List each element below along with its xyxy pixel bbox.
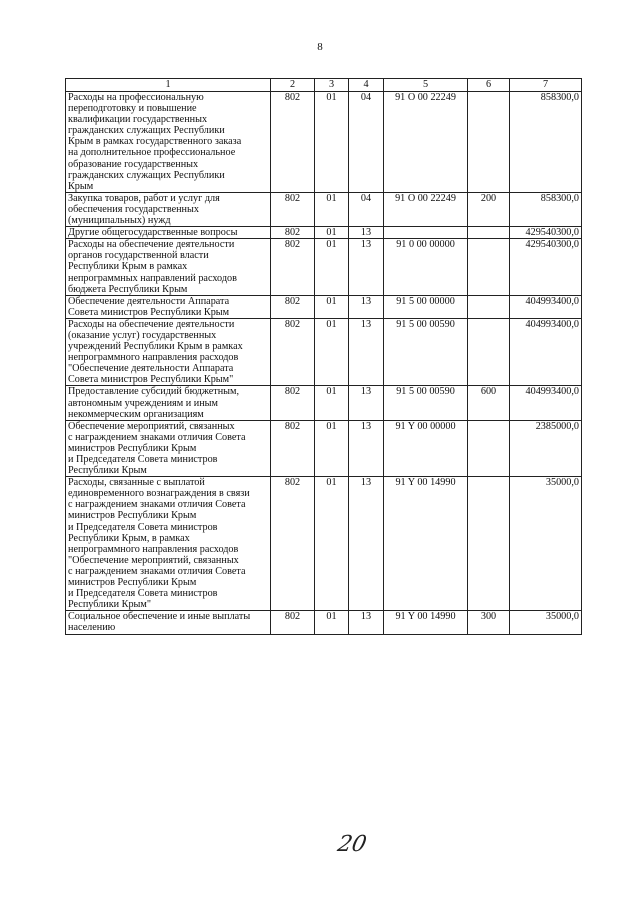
row-code-6: 600 bbox=[468, 386, 510, 420]
row-code-4: 13 bbox=[349, 386, 384, 420]
handwritten-signature: 20 bbox=[335, 832, 369, 857]
row-amount: 404993400,0 bbox=[510, 386, 582, 420]
row-name: Расходы на обеспечение деятельности органов государственной власти Республики Крым в рамках непрограммных направлений расходов бюджета Республики Крым bbox=[66, 239, 271, 295]
row-code-3: 01 bbox=[315, 611, 349, 634]
col-header-5: 5 bbox=[384, 79, 468, 92]
page-number: 8 bbox=[317, 41, 323, 53]
col-header-6: 6 bbox=[468, 79, 510, 92]
row-amount: 35000,0 bbox=[510, 611, 582, 634]
table-row bbox=[66, 477, 582, 611]
row-code-3: 01 bbox=[315, 192, 349, 226]
row-code-5: 91 5 00 00590 bbox=[384, 318, 468, 386]
col-header-7: 7 bbox=[510, 79, 582, 92]
row-name: Обеспечение деятельности Аппарата Совета министров Республики Крым bbox=[66, 295, 271, 318]
row-code-2: 802 bbox=[271, 318, 315, 386]
row-amount: 404993400,0 bbox=[510, 318, 582, 386]
row-code-6: 300 bbox=[468, 611, 510, 634]
row-code-2: 802 bbox=[271, 477, 315, 611]
table-header-row bbox=[66, 79, 582, 92]
row-code-3: 01 bbox=[315, 386, 349, 420]
row-code-5: 91 О 00 22249 bbox=[384, 192, 468, 226]
row-code-5: 91 Y 00 14990 bbox=[384, 611, 468, 634]
row-amount: 35000,0 bbox=[510, 477, 582, 611]
row-code-3: 01 bbox=[315, 295, 349, 318]
table-row bbox=[66, 227, 582, 239]
row-code-5: 91 5 00 00590 bbox=[384, 386, 468, 420]
row-code-2: 802 bbox=[271, 227, 315, 239]
row-code-6 bbox=[468, 92, 510, 193]
row-amount: 404993400,0 bbox=[510, 295, 582, 318]
row-code-6 bbox=[468, 295, 510, 318]
row-code-6 bbox=[468, 477, 510, 611]
budget-table bbox=[65, 78, 582, 635]
col-header-4: 4 bbox=[349, 79, 384, 92]
row-name: Закупка товаров, работ и услуг для обеспечения государственных (муниципальных) нужд bbox=[66, 192, 271, 226]
row-code-4: 13 bbox=[349, 420, 384, 476]
row-code-6: 200 bbox=[468, 192, 510, 226]
row-amount: 858300,0 bbox=[510, 92, 582, 193]
table-row bbox=[66, 92, 582, 193]
row-code-5: 91 О 00 22249 bbox=[384, 92, 468, 193]
row-code-5: 91 Y 00 00000 bbox=[384, 420, 468, 476]
row-name: Другие общегосударственные вопросы bbox=[66, 227, 271, 239]
row-name: Обеспечение мероприятий, связанных с награждением знаками отличия Совета министров Республики Крым и Председателя Совета министров Республики Крым bbox=[66, 420, 271, 476]
row-code-4: 13 bbox=[349, 611, 384, 634]
col-header-1: 1 bbox=[66, 79, 271, 92]
row-code-2: 802 bbox=[271, 420, 315, 476]
row-code-4: 13 bbox=[349, 295, 384, 318]
table-row bbox=[66, 386, 582, 420]
row-code-4: 13 bbox=[349, 227, 384, 239]
table-body bbox=[66, 92, 582, 635]
row-code-4: 04 bbox=[349, 192, 384, 226]
row-code-2: 802 bbox=[271, 192, 315, 226]
row-code-4: 04 bbox=[349, 92, 384, 193]
row-code-4: 13 bbox=[349, 318, 384, 386]
row-amount: 2385000,0 bbox=[510, 420, 582, 476]
row-code-4: 13 bbox=[349, 477, 384, 611]
table-row bbox=[66, 611, 582, 634]
row-code-3: 01 bbox=[315, 227, 349, 239]
table-row bbox=[66, 192, 582, 226]
table-row bbox=[66, 420, 582, 476]
row-name: Расходы, связанные с выплатой единовременного вознаграждения в связи с награждением знаками отличия Совета министров Республики Крым и Председателя Совета министров Республики Крым, в рамках непрограммного направления расходов "Обеспечение мероприятий, связанных с награждением знаками отличия Совета министров Республики Крым и Председателя Совета министров Республики Крым" bbox=[66, 477, 271, 611]
col-header-3: 3 bbox=[315, 79, 349, 92]
row-name: Расходы на обеспечение деятельности (оказание услуг) государственных учреждений Республики Крым в рамках непрограммного направления расходов "Обеспечение деятельности Аппарата Совета министров Республики Крым" bbox=[66, 318, 271, 386]
table-row bbox=[66, 295, 582, 318]
row-amount: 429540300,0 bbox=[510, 227, 582, 239]
row-code-2: 802 bbox=[271, 239, 315, 295]
table-row bbox=[66, 239, 582, 295]
row-code-3: 01 bbox=[315, 420, 349, 476]
row-code-6 bbox=[468, 318, 510, 386]
row-amount: 429540300,0 bbox=[510, 239, 582, 295]
row-code-3: 01 bbox=[315, 92, 349, 193]
row-code-4: 13 bbox=[349, 239, 384, 295]
row-code-2: 802 bbox=[271, 386, 315, 420]
table-row bbox=[66, 318, 582, 386]
row-code-2: 802 bbox=[271, 295, 315, 318]
row-code-2: 802 bbox=[271, 611, 315, 634]
row-code-5 bbox=[384, 227, 468, 239]
row-code-2: 802 bbox=[271, 92, 315, 193]
col-header-2: 2 bbox=[271, 79, 315, 92]
row-code-6 bbox=[468, 227, 510, 239]
row-code-5: 91 0 00 00000 bbox=[384, 239, 468, 295]
row-code-5: 91 Y 00 14990 bbox=[384, 477, 468, 611]
row-name: Социальное обеспечение и иные выплаты населению bbox=[66, 611, 271, 634]
row-code-3: 01 bbox=[315, 318, 349, 386]
row-code-3: 01 bbox=[315, 239, 349, 295]
row-name: Предоставление субсидий бюджетным, автономным учреждениям и иным некоммерческим организациям bbox=[66, 386, 271, 420]
row-code-6 bbox=[468, 239, 510, 295]
row-code-6 bbox=[468, 420, 510, 476]
row-amount: 858300,0 bbox=[510, 192, 582, 226]
row-code-3: 01 bbox=[315, 477, 349, 611]
row-name: Расходы на профессиональную переподготовку и повышение квалификации государственных гражданских служащих Республики Крым в рамках государственного заказа на дополнительное профессиональное образование государственных гражданских служащих Республики Крым bbox=[66, 92, 271, 193]
row-code-5: 91 5 00 00000 bbox=[384, 295, 468, 318]
